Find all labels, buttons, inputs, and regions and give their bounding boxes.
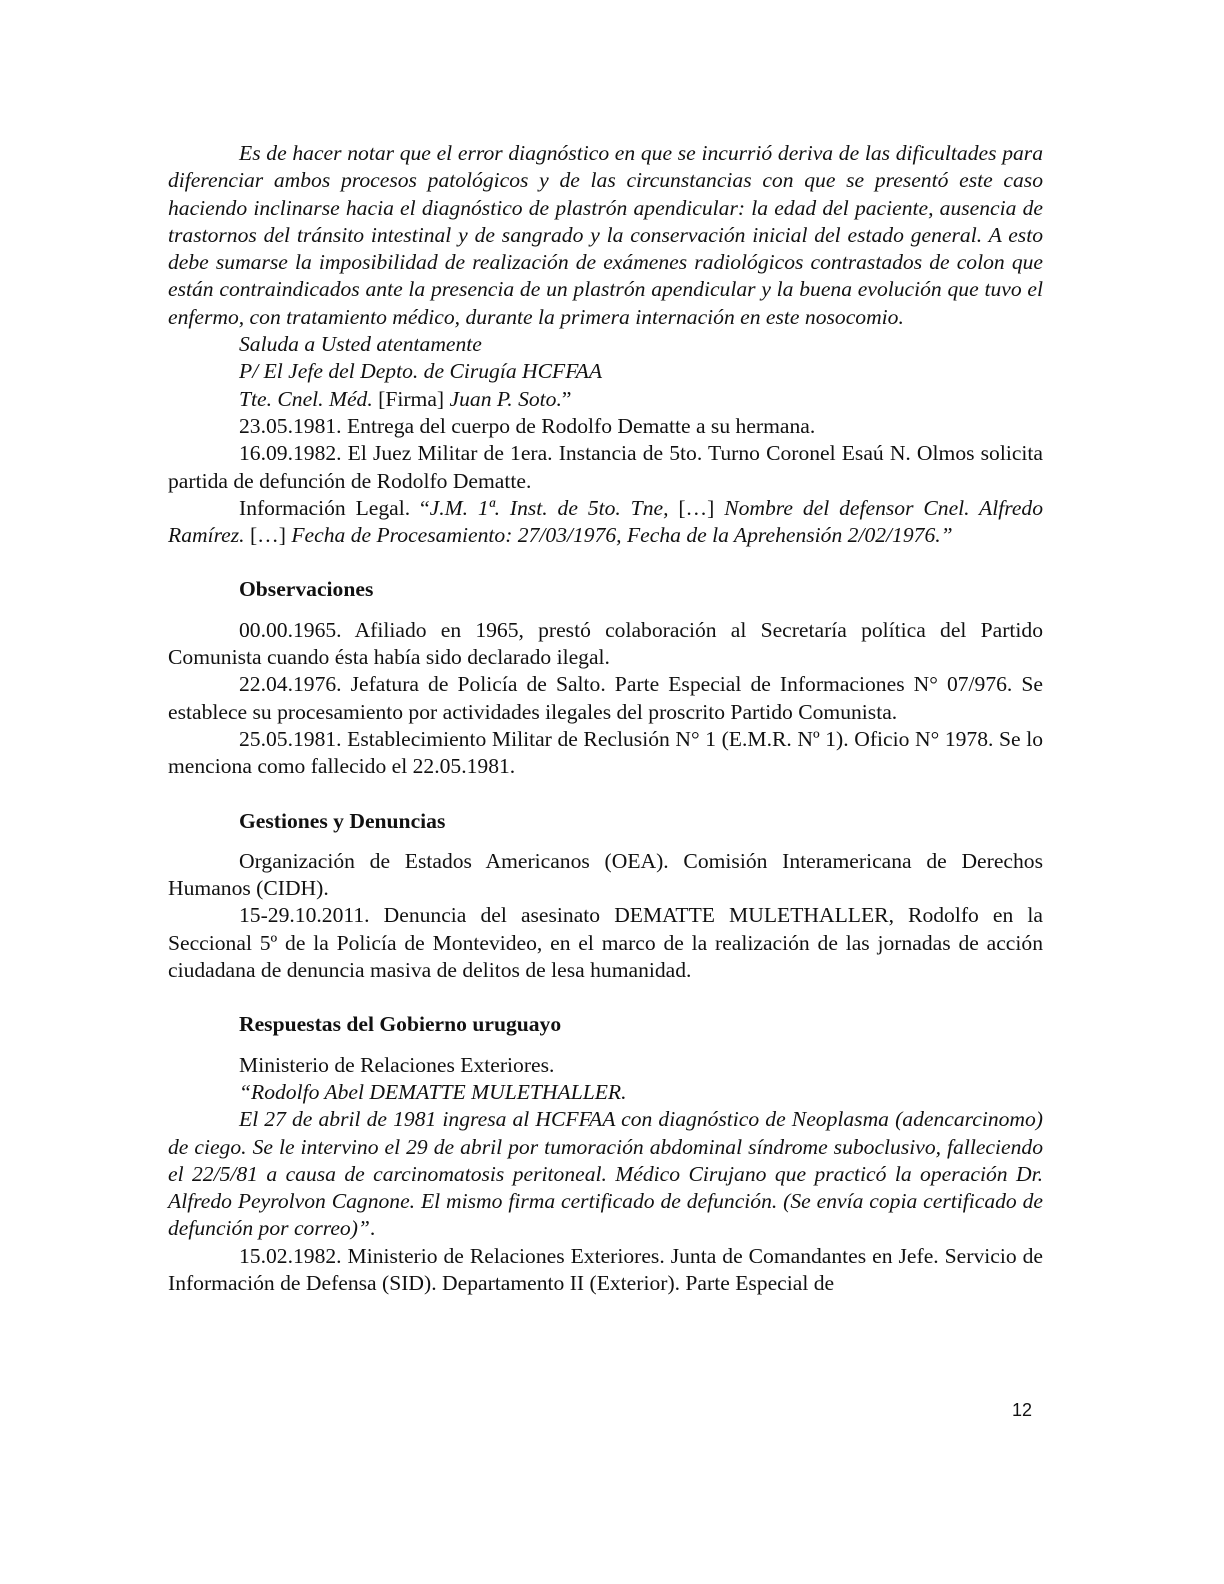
legal-ellipsis-2: […] — [244, 523, 292, 548]
signature-name: Juan P. Soto. — [449, 386, 562, 411]
entry-death-certificate-request: 16.09.1982. El Juez Militar de 1era. Instancia de 5to. Turno Coronel Esaú N. Olmos solicita partida de defunción de Rodolfo Dematte. — [168, 441, 1043, 493]
signature-line-greeting: Saluda a Usted atentamente — [239, 332, 482, 357]
section-heading-observaciones: Observaciones — [239, 577, 374, 602]
response-medical-report — [168, 1106, 1043, 1242]
document-body — [168, 140, 1043, 1297]
response-ministry: Ministerio de Relaciones Exteriores. — [239, 1052, 555, 1077]
paragraph-diagnostic-note: Es de hacer notar que el error diagnóstico en que se incurrió deriva de las dificultades para diferenciar ambos procesos patológicos y de las circunstancias con que se presentó este caso haciendo inclinarse hacia el diagnóstico de plastrón apendicular: la edad del paciente, ausencia de trastornos del tránsito intestinal y de sangrado y la conservación inicial del estado general. A esto debe sumarse la imposibilidad de realización de exámenes radiológicos contrastados de colon que están contraindicados ante la presencia de un plastrón apendicular y la buena evolución que tuvo el enfermo, con tratamiento médico, durante la primera internación en este nosocomio. — [168, 141, 1043, 329]
entry-body-delivery: 23.05.1981. Entrega del cuerpo de Rodolfo Dematte a su hermana. — [239, 413, 816, 438]
section-heading-respuestas: Respuestas del Gobierno uruguayo — [239, 1012, 562, 1037]
legal-ellipsis-1: […] — [668, 495, 725, 520]
legal-court: J.M. 1ª. Inst. de 5to. Tne, — [429, 495, 669, 520]
response-name: “Rodolfo Abel DEMATTE MULETHALLER. — [239, 1079, 627, 1104]
signature-line-department: P/ El Jefe del Depto. de Cirugía HCFFAA — [239, 359, 603, 384]
page-number: 12 — [1012, 1400, 1033, 1420]
response-period: . — [369, 1216, 376, 1241]
signature-close-quote: ” — [561, 386, 572, 411]
signature-line-name — [168, 386, 1043, 413]
observation-1976: 22.04.1976. Jefatura de Policía de Salto. Parte Especial de Informaciones N° 07/976. Se establece su procesamiento por actividades ilegales del proscrito Partido Comunista. — [168, 672, 1043, 724]
gestion-denuncia-2011: 15-29.10.2011. Denuncia del asesinato DEMATTE MULETHALLER, Rodolfo en la Seccional 5º de la Policía de Montevideo, en el marco de la realización de las jornadas de acción ciudadana de denuncia masiva de delitos de lesa humanidad. — [168, 903, 1043, 983]
entry-legal-information — [168, 495, 1043, 550]
signature-rank: Tte. Cnel. Méd. — [239, 386, 373, 411]
section-heading-gestiones: Gestiones y Denuncias — [239, 808, 446, 833]
observation-1965: 00.00.1965. Afiliado en 1965, prestó colaboración al Secretaría política del Partido Comunista cuando ésta había sido declarado ilegal. — [168, 617, 1043, 670]
gestion-oea: Organización de Estados Americanos (OEA). Comisión Interamericana de Derechos Humanos (CIDH). — [168, 848, 1043, 901]
legal-label: Información Legal. “ — [239, 495, 430, 520]
response-medical-text: El 27 de abril de 1981 ingresa al HCFFAA con diagnóstico de Neoplasma (adencarcinomo) de ciego. Se le intervino el 29 de abril por tumoración abdominal síndrome suboclusivo, falleciendo el 22/5/81 a causa de carcinomatosis peritoneal. Médico Cirujano que practicó la operación Dr. Alfredo Peyrolvon Cagnone. El mismo firma certificado de defunción. (Se envía copia certificado de defunción por correo)” — [168, 1107, 1043, 1241]
observation-1981: 25.05.1981. Establecimiento Militar de Reclusión N° 1 (E.M.R. Nº 1). Oficio N° 1978. Se lo menciona como fallecido el 22.05.1981. — [168, 726, 1043, 779]
legal-dates: Fecha de Procesamiento: 27/03/1976, Fecha de la Aprehensión 2/02/1976.” — [291, 523, 953, 548]
legal-defender: Nombre del defensor Cnel. Alfredo Ramírez. — [168, 495, 1044, 548]
signature-firma: [Firma] — [372, 386, 450, 411]
response-1982: 15.02.1982. Ministerio de Relaciones Exteriores. Junta de Comandantes en Jefe. Servicio de Información de Defensa (SID). Departamento II (Exterior). Parte Especial de — [168, 1243, 1043, 1295]
